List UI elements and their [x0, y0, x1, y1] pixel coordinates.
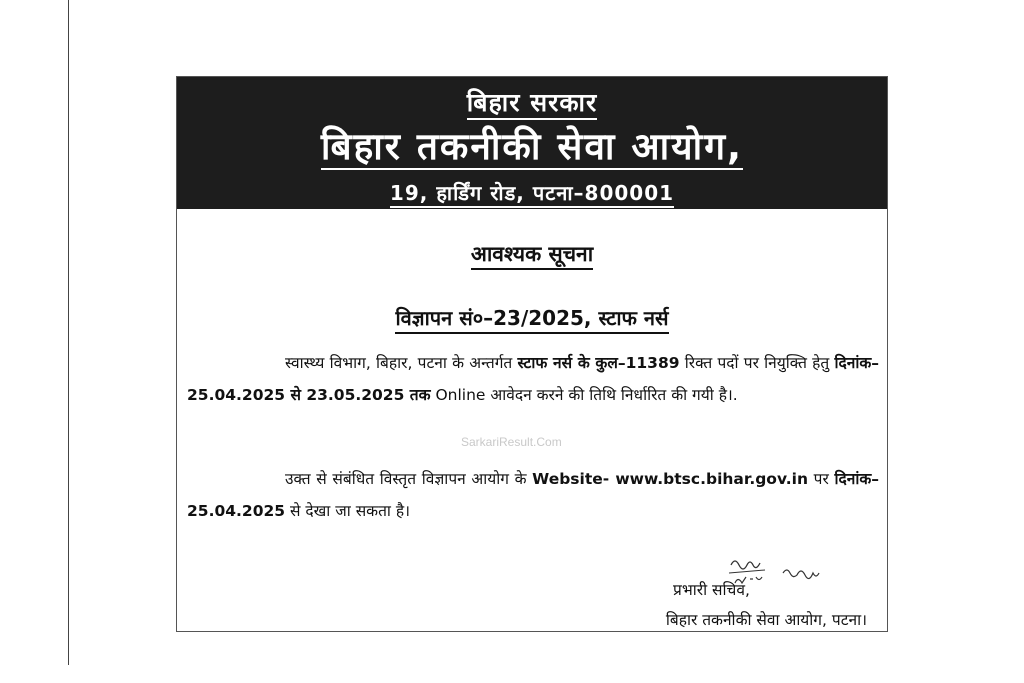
application-dates: दिनांक–25.04.2025 से 23.05.2025 तक — [187, 354, 879, 404]
office-name: बिहार तकनीकी सेवा आयोग, पटना। — [665, 611, 867, 629]
advertisement-number: विज्ञापन सं०–23/2025, स्टाफ नर्स — [395, 306, 668, 334]
paragraph-website: उक्त से संबंधित विस्तृत विज्ञापन आयोग के Website- www.btsc.bihar.gov.in पर दिनांक–25.04.2025 से देखा जा सकता है। — [187, 470, 879, 520]
notice-document — [176, 76, 888, 632]
paragraph-vacancy: स्वास्थ्य विभाग, बिहार, पटना के अन्तर्गत स्टाफ नर्स के कुल–11389 रिक्त पदों पर नियुक्ति हेतु दिनांक–25.04.2025 से 23.05.2025 तक Online आवेदन करने की तिथि निर्धारित की गयी है।. — [187, 354, 879, 404]
notice-heading: आवश्यक सूचना — [471, 242, 593, 270]
page-margin-line — [68, 0, 69, 665]
website-link[interactable]: Website- www.btsc.bihar.gov.in — [532, 470, 809, 488]
vacancy-count: स्टाफ नर्स के कुल–11389 — [517, 354, 680, 372]
commission-address: 19, हार्डिंग रोड, पटना–800001 — [390, 181, 674, 208]
government-title: बिहार सरकार — [467, 88, 597, 120]
designation: प्रभारी सचिव, — [673, 581, 750, 599]
publish-date: दिनांक–25.04.2025 — [187, 470, 879, 520]
watermark: SarkariResult.Com — [461, 435, 562, 449]
commission-name: बिहार तकनीकी सेवा आयोग, — [320, 125, 744, 168]
letterhead — [177, 77, 887, 209]
